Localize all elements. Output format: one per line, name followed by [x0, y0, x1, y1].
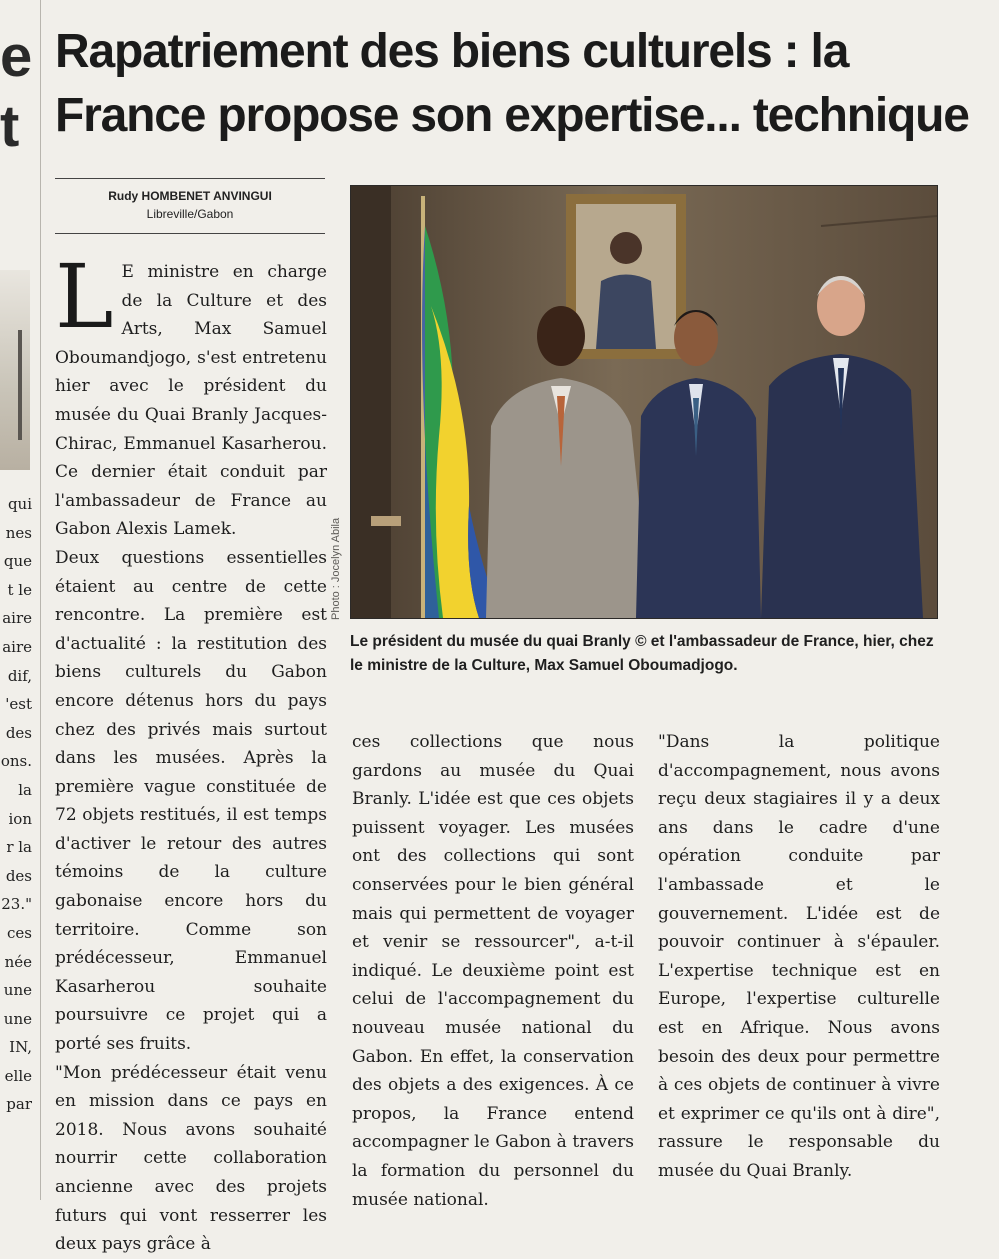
- headline-line-1: Rapatriement des biens culturels : la: [55, 25, 849, 78]
- door-handle: [371, 516, 401, 526]
- photo-caption: Le président du musée du quai Branly © et l'ambassadeur de France, hier, chez le ministre de la Culture, Max Samuel Oboumadjogo.: [350, 633, 934, 674]
- neighbor-line: la: [18, 780, 32, 799]
- neighbor-line: nes: [5, 523, 32, 542]
- body-paragraph-col3: "Dans la politique d'accompagnement, nous avons reçu deux stagiaires il y a deux ans dans le cadre d'une opération conduite par l'ambassade et le gouvernement. L'idée est de pouvoir continuer à s'épauler. L'expertise technique est en Europe, l'expertise culturelle est en Afrique. Nous avons besoin des deux pour permettre à ces objets de continuer à vivre et exprimer ce qu'ils ont à dire", rassure le responsable du musée du Quai Branly.: [658, 732, 940, 1181]
- neighbor-line: par: [6, 1095, 32, 1114]
- photo-illustration: [351, 186, 937, 618]
- neighbor-line: des: [5, 723, 32, 742]
- neighbor-line: des: [5, 866, 32, 885]
- photo-credit: Photo : Jocelyn Abila: [330, 517, 342, 620]
- lead-paragraph-text: E ministre en charge de la Culture et des Arts, Max Samuel Oboumandjogo, s'est entretenu hier avec le président du musée du Quai Branly Jacques-Chirac, Emmanuel Kasarherou. Ce dernier était conduit par l'ambassadeur de France au Gabon Alexis Lamek.: [55, 262, 327, 540]
- neighbor-line: t le: [7, 580, 32, 599]
- drop-cap: L: [55, 245, 114, 348]
- body-paragraph-col2: ces collections que nous gardons au musée du Quai Branly. L'idée est que ces objets puissent voyager. Les musées ont des collections qui sont conservées pour le bien général mais qui permettent de voyager et venir se ressourcer", a-t-il indiqué. Le deuxième point est celui de l'accompagnement du nouveau musée national du Gabon. En effet, la conservation des objets a des exigences. À ce propos, la France entend accompagner le Gabon à travers la formation du personnel du musée national.: [352, 732, 634, 1210]
- article-column-1: [55, 245, 327, 1259]
- body-paragraph-3: "Mon prédécesseur était venu en mission dans ce pays en 2018. Nous avons souhaité nourrir cette collaboration ancienne avec des projets futurs qui vont resserrer les deux pays grâce à: [55, 1062, 327, 1255]
- neighbor-headline-fragment-1: e: [0, 24, 33, 89]
- neighbor-line: 'est: [5, 695, 32, 714]
- door: [351, 186, 391, 618]
- neighbor-line: ces: [7, 923, 32, 942]
- neighbor-line: dif,: [7, 666, 32, 685]
- article-column-2: [352, 728, 634, 1214]
- neighbor-line: une: [3, 981, 32, 1000]
- neighbor-line: aire: [2, 609, 32, 628]
- body-paragraph-2: Deux questions essentielles étaient au centre de cette rencontre. La première est d'actualité : la restitution des biens culturels du Gabon encore détenus hors du pays chez des privés mais surtout dans les musées. Après la première vague constituée de 72 objets restitués, il est temps d'activer le retour des autres témoins de la culture gabonaise encore hors du territoire. Comme son prédécesseur, Emmanuel Kasarherou souhaite poursuivre ce projet qui a porté ses fruits.: [55, 547, 327, 1055]
- article-column-3: [658, 728, 940, 1186]
- neighbor-line: ion: [8, 809, 32, 828]
- neighbor-headline-fragment-2: t: [0, 94, 20, 159]
- headline-line-2: France propose son expertise... technique: [55, 89, 969, 142]
- byline-rule-top: [55, 178, 325, 179]
- author-name: Rudy HOMBENET ANVINGUI: [108, 189, 272, 203]
- neighbor-line: née: [4, 952, 32, 971]
- neighbor-line: qui: [7, 495, 32, 513]
- neighbor-line: r la: [6, 838, 32, 857]
- article-headline: [55, 20, 985, 148]
- dateline-location: Libreville/Gabon: [146, 207, 234, 221]
- article-photo: [350, 185, 938, 619]
- neighbor-line: une: [3, 1009, 32, 1028]
- neighbor-line: que: [3, 552, 32, 571]
- neighbor-text-fragments: [0, 490, 32, 1119]
- neighbor-line: IN,: [9, 1038, 32, 1057]
- lead-paragraph: [55, 245, 327, 544]
- neighbor-line: elle: [4, 1066, 32, 1085]
- neighbor-article-strip: [0, 0, 41, 1200]
- neighbor-line: aire: [2, 637, 32, 656]
- neighbor-line: 23.": [1, 895, 32, 914]
- neighbor-line: ons.: [0, 752, 32, 771]
- byline-rule-bottom: [55, 233, 325, 234]
- neighbor-photo-fragment: [0, 270, 30, 470]
- byline: [55, 178, 325, 234]
